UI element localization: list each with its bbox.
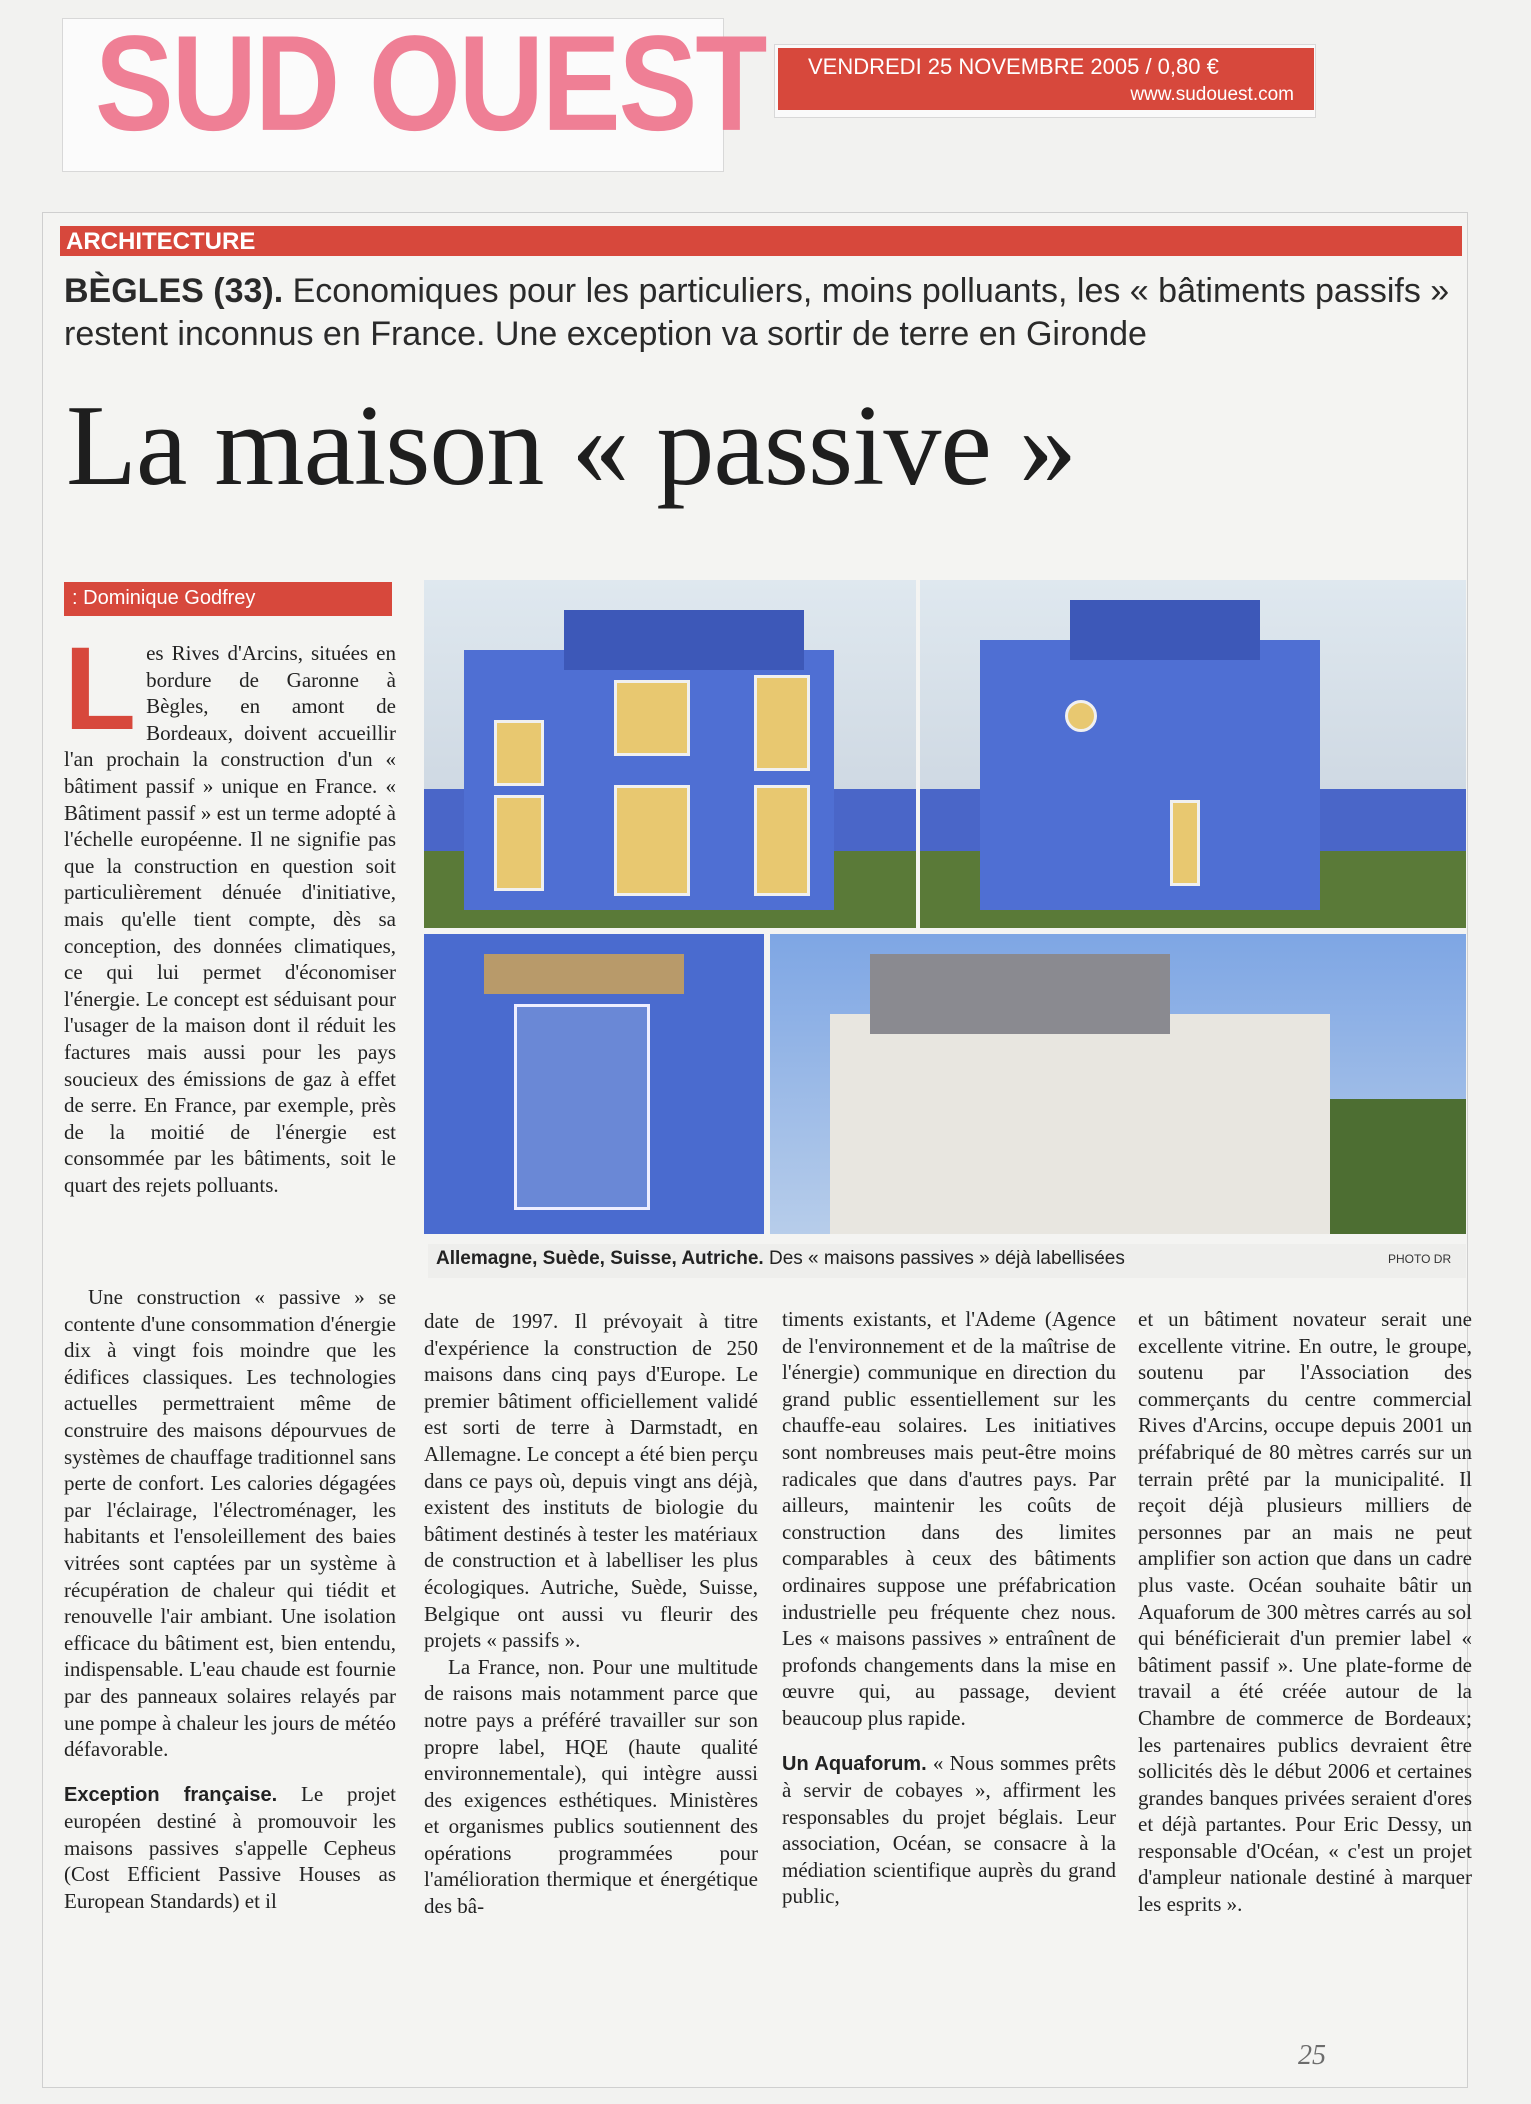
issue-date-price: VENDREDI 25 NOVEMBRE 2005 / 0,80 €: [808, 54, 1219, 79]
photo-house-wall: [980, 640, 1320, 910]
body-column-1-intro: [64, 623, 396, 1198]
deck-text: Economiques pour les particuliers, moins polluants, les « bâtiments passifs » restent inconnus en France. Une exception va sortir de terre en Gironde: [64, 272, 1450, 353]
drop-cap: L: [64, 623, 137, 755]
date-band: [778, 48, 1314, 110]
paragraph-subhead: [782, 1750, 1116, 1911]
paragraph: La France, non. Pour une multitude de raisons mais notamment parce que notre pays a préféré travailler sur son propre label, HQE (haute qualité environnementale), qui intègre aussi des exigences esthétiques. Ministères et organismes publics soutiennent des opérations programmées pour l'amélioration thermique et énergétique des bâ-: [424, 1654, 758, 1919]
photo-trees: [1330, 1099, 1466, 1234]
article-deck: [64, 270, 1460, 356]
photo-house-sweden: [920, 580, 1466, 928]
caption-countries: Allemagne, Suède, Suisse, Autriche.: [436, 1248, 764, 1269]
photo-building-austria: [770, 934, 1466, 1234]
photo-glazing: [514, 1004, 650, 1210]
rubric-bar: [60, 226, 1462, 256]
photo-caption: [436, 1248, 1125, 1270]
website-url: www.sudouest.com: [1130, 84, 1294, 105]
subhead-aquaforum: Un Aquaforum.: [782, 1752, 927, 1775]
photo-canopy: [484, 954, 684, 994]
newspaper-logo: SUD OUEST: [95, 7, 766, 160]
photo-roof: [870, 954, 1170, 1034]
paragraph-text: « Nous sommes prêts à servir de cobayes », affirment les responsables du projet béglais. Leur association, Océan, se consacre à la médiation scientifique auprès du grand public,: [782, 1750, 1116, 1909]
photo-window: [494, 720, 544, 786]
author-name: Dominique Godfrey: [83, 587, 256, 609]
photo-credit: PHOTO DR: [1388, 1252, 1452, 1266]
paragraph: et un bâtiment novateur serait une excellente vitrine. En outre, le groupe, soutenu par l'Association des commerçants du centre commercial Rives d'Arcins, occupe depuis 2001 un préfabriqué de 80 mètres carrés sur un terrain prêté par la municipalité. Il reçoit déjà plusieurs milliers de personnes par an mais ne peut amplifier son action que dans un cadre plus vaste. Océan souhaite bâtir un Aquaforum de 300 mètres carrés au sol qui bénéficierait d'un premier label « bâtiment passif ». Une plate-forme de travail a été créée autour de la Chambre de commerce de Bordeaux; les partenaires publics devraient être sollicités dès le début 2006 et certaines grandes banques privées seraient d'ores et déjà partantes. Pour Eric Dessy, un responsable d'Océan, « c'est un projet d'ampleur nationale destiné à marquer les esprits ».: [1138, 1307, 1472, 1917]
photo-window: [754, 785, 810, 896]
handwritten-note: 25: [1298, 2040, 1326, 2071]
photo-building-switzerland: [424, 934, 764, 1234]
byline: : Dominique Godfrey: [72, 587, 256, 609]
photo-apartment-block: [830, 1014, 1330, 1234]
photo-window: [614, 785, 690, 896]
paragraph: Une construction « passive » se contente d'une consommation d'énergie dix à vingt fois moindre que les édifices classiques. Les technologies actuelles permettraient même de construire des maisons dépourvues de systèmes de chauffage traditionnel sans perte de confort. Les calories dégagées par l'éclairage, l'électroménager, les habitants et l'ensoleillement des baies vitrées sont captées par un système à récupération de chaleur qui tiédit et renouvelle l'air ambiant. Une isolation efficace du bâtiment est, bien entendu, indispensable. L'eau chaude est fournie par des panneaux solaires relayés par une pompe à chaleur les jours de météo défavorable.: [64, 1285, 397, 1762]
section-rubric: ARCHITECTURE: [66, 228, 256, 255]
paragraph-subhead: [64, 1781, 396, 1915]
subhead-exception: Exception française.: [64, 1783, 278, 1806]
body-column-4: [1138, 1306, 1472, 1918]
paragraph: es Rives d'Arcins, situées en bordure de Garonne à Bègles, en amont de Bordeaux, doivent accueillir l'an prochain la construction d'un « bâtiment passif » unique en France. « Bâtiment passif » est un terme adopté à l'échelle européenne. Il ne signifie pas que la construction en question soit particulièrement dénuée d'initiative, mais qu'elle tient compte, dès sa conception, des données climatiques, ce qui lui permet d'économiser l'énergie. Le concept est séduisant pour l'usager de la maison dont il réduit les factures mais aussi pour les pays soucieux des émissions de gaz à effet de serre. En France, par exemple, près de la moitié de l'énergie est consommée par les bâtiments, soit le quart des rejets polluants.: [64, 641, 396, 1197]
paragraph: timents existants, et l'Ademe (Agence de l'environnement et de la maîtrise de l'énergie) communique en direction du grand public essentiellement sur les chauffe-eau solaires. Les initiatives sont nombreuses mais peut-être moins radicales que dans d'autres pays. Par ailleurs, maintenir les coûts de construction dans des limites comparables à ceux des bâtiments ordinaires suppose une préfabrication industrielle peu fréquente chez nous. Les « maisons passives » entraînent de profonds changements dans la mise en œuvre qui, au passage, devient beaucoup plus rapide.: [782, 1307, 1116, 1730]
paragraph-text: Le projet européen destiné à promouvoir les maisons passives s'appelle Cepheus (Cost Efficient Passive Houses as European Standards) et il: [64, 1781, 396, 1914]
caption-description: Des « maisons passives » déjà labellisées: [763, 1248, 1125, 1269]
headline: La maison « passive »: [66, 382, 1076, 510]
photo-house-gable: [564, 610, 804, 670]
paragraph: date de 1997. Il prévoyait à titre d'expérience la construction de 250 maisons dans cinq pays d'Europe. Le premier bâtiment officiellement validé est sorti de terre à Darmstadt, en Allemagne. Le concept a été bien perçu dans ce pays où, depuis vingt ans déjà, existent des instituts de biologie du bâtiment destinés à tester les matériaux de construction et à labelliser les plus écologiques. Autriche, Suède, Suisse, Belgique ont aussi vu fleurir des projets « passifs ».: [424, 1309, 758, 1653]
body-column-2: [424, 1308, 758, 1920]
photo-window: [614, 680, 690, 756]
photo-house-gable: [1070, 600, 1260, 660]
body-column-1: [64, 1284, 396, 1915]
photo-window: [1170, 800, 1200, 886]
photo-window: [1065, 700, 1097, 732]
photo-window: [754, 675, 810, 771]
body-column-3: [782, 1306, 1116, 1910]
deck-place: BÈGLES (33).: [64, 272, 284, 310]
photo-house-germany: [424, 580, 916, 928]
photo-window: [494, 795, 544, 891]
